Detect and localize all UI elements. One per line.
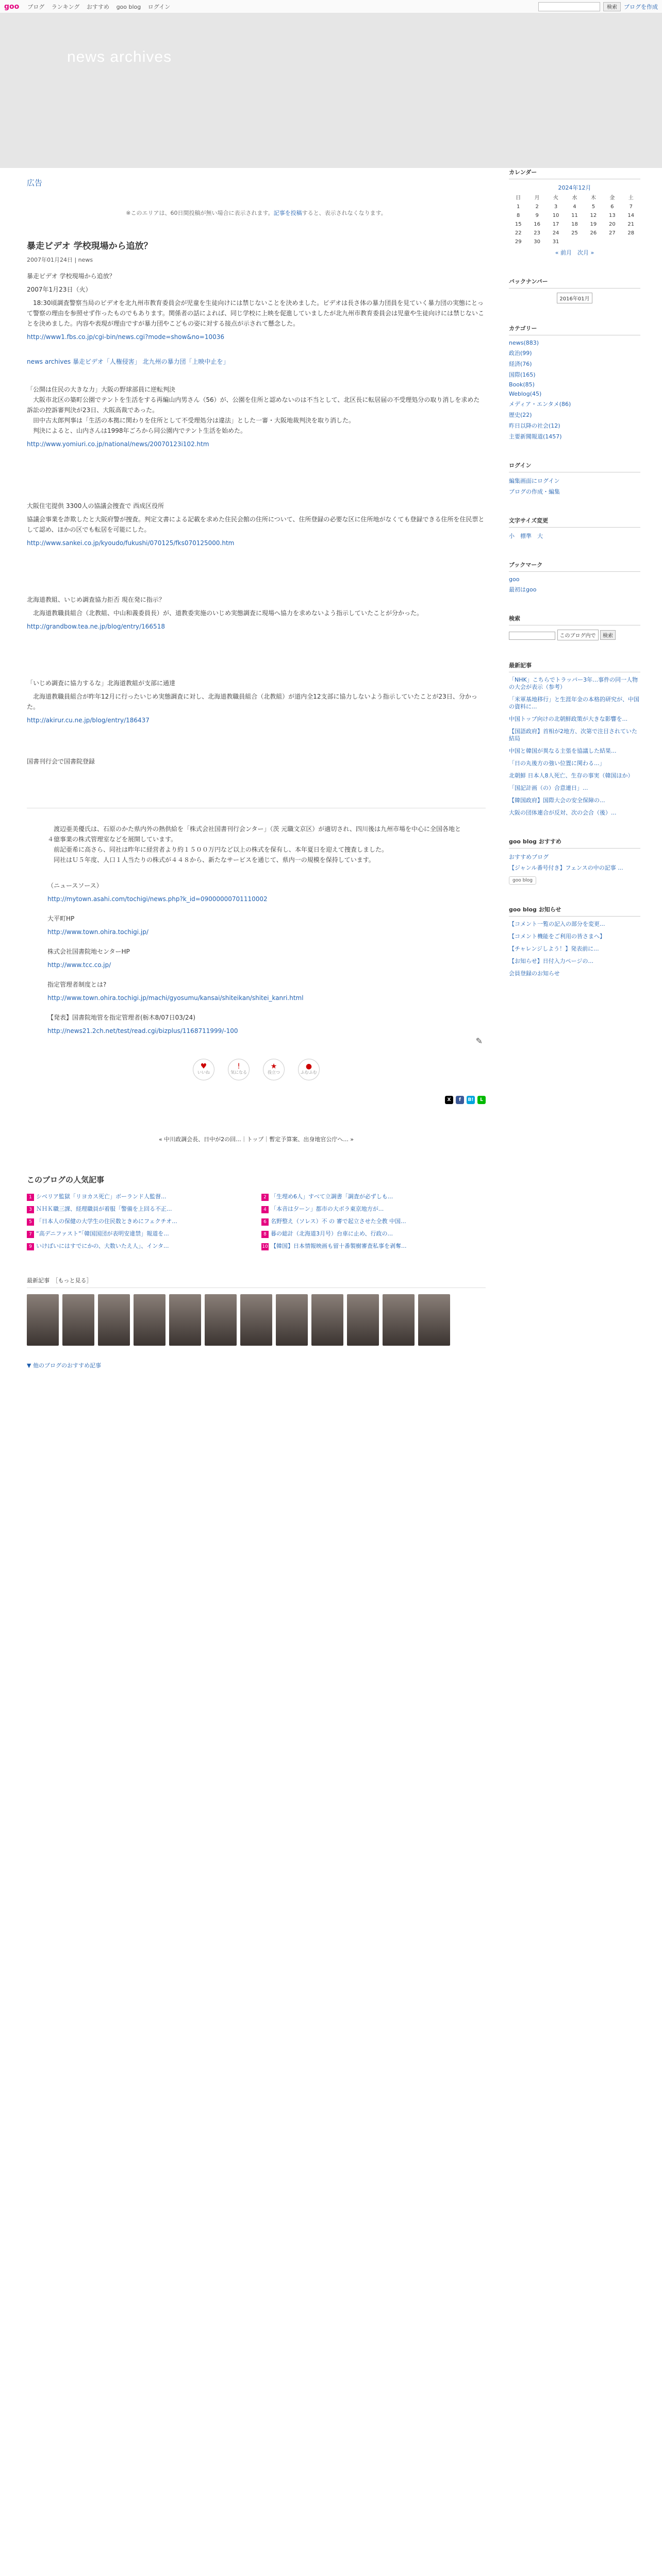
calendar-day: 30 bbox=[534, 239, 540, 245]
category-block bbox=[509, 324, 640, 440]
main-column bbox=[27, 168, 486, 1369]
calendar-day: 14 bbox=[627, 213, 635, 218]
popular-article-item[interactable]: 1 シベリア監獄「リヨカス死亡」ボーランド人監督... bbox=[27, 1192, 251, 1201]
create-blog-sidebar-link[interactable]: ブログの作成・編集 bbox=[509, 488, 560, 495]
weekday: 月 bbox=[534, 195, 540, 201]
source-link[interactable]: http://www1.fbs.co.jp/cgi-bin/news.cgi?mode=show&no=10036 bbox=[27, 333, 224, 341]
entry-title[interactable]: 暴走ビデオ 学校現場から追放？ bbox=[27, 241, 153, 251]
weekday: 水 bbox=[572, 195, 577, 201]
hatena-share-icon[interactable]: B! bbox=[467, 1096, 475, 1104]
link-label: 指定管理者制度とは? bbox=[47, 981, 107, 988]
calendar-day: 11 bbox=[571, 213, 578, 218]
popular-article-link[interactable]: いけばいにはすでにかの、大数いたえ人」、インタ... bbox=[36, 1243, 169, 1249]
popular-article-item[interactable]: 5 「日本人の保健の大学生の住民数ときめにフェクチオ... bbox=[27, 1217, 251, 1226]
section-heading: 「いじめ調査に協力するな」北海道教組が支部に通達 bbox=[27, 680, 176, 687]
facebook-share-icon[interactable]: f bbox=[456, 1096, 464, 1104]
post-entry-link[interactable]: 記事を投稿 bbox=[273, 210, 302, 216]
notice-suffix: すると、表示されなくなります。 bbox=[302, 210, 387, 216]
source-link[interactable]: http://news21.2ch.net/test/read.cgi/bizplus/1168711999/-100 bbox=[47, 1027, 238, 1035]
news-thumbnail[interactable] bbox=[311, 1294, 343, 1346]
news-thumbnail[interactable] bbox=[205, 1294, 237, 1346]
recent-entry-link[interactable]: 大阪の団体連合が反対、次の会合（後）... bbox=[509, 809, 617, 816]
blog-header bbox=[0, 13, 662, 168]
popular-article-item[interactable]: 7 “高デニファスト”「韓国国団が表明安違禁」報道を... bbox=[27, 1229, 251, 1238]
goo-recommend-title: goo blog おすすめ bbox=[509, 837, 640, 849]
fontsize-title: 文字サイズ変更 bbox=[509, 516, 640, 528]
section-text: 協議会事業を詐欺したと大阪府警が捜査。判定文書による記載を求めた住民会館の住所について、住所登録の必要な区に住所地がなくても登録できる住所を住民票として認め、ほかの区でも転居を可能にした。 bbox=[27, 516, 485, 533]
recent-entry-link[interactable]: 「日の丸後方の強い位置に関わる...」 bbox=[509, 760, 605, 767]
popular-article-item[interactable]: 9 いけばいにはすでにかの、大数いたえ人」、インタ... bbox=[27, 1242, 251, 1250]
category-item[interactable]: 国際(165) bbox=[509, 371, 536, 378]
goo-recommend-block bbox=[509, 837, 640, 885]
popular-article-item[interactable]: 6 名野整え（ソレス）不 の 審で起立させた全教 中国... bbox=[261, 1217, 486, 1226]
login-block bbox=[509, 461, 640, 496]
popular-article-link[interactable]: 【韓国】日本情報映画も留十番製樹審査私事を剥奪... bbox=[271, 1243, 407, 1249]
bookmark-title: ブックマーク bbox=[509, 561, 640, 572]
calendar-day: 12 bbox=[590, 213, 597, 218]
popular-article-link[interactable]: 暮の総計（北海道3月号）台車に止め、行政の... bbox=[271, 1230, 393, 1237]
weekday: 土 bbox=[628, 195, 634, 201]
goo-news-list bbox=[509, 921, 640, 977]
source-link[interactable]: http://www.town.ohira.tochigi.jp/machi/gyosumu/kansai/shiteikan/shitei_kanri.html bbox=[47, 994, 304, 1002]
calendar-day: 15 bbox=[515, 222, 522, 227]
calendar-day: 18 bbox=[571, 222, 578, 227]
section-heading: 北海道教組、いじめ調査協力拒否 現在発に指示？ bbox=[27, 596, 165, 603]
bookmark-list bbox=[509, 576, 640, 594]
popular-article-link[interactable]: 「日本人の保健の大学生の住民数ときめにフェクチオ... bbox=[36, 1218, 177, 1225]
section-text: 北海道教職員組合（北教組、中山和義委員長）が、道教委実施のいじめ実態調査に現場へ協力を求めないよう指示していたことが分かった。 bbox=[27, 609, 423, 617]
reaction-button[interactable]: ! 気になる bbox=[228, 1059, 250, 1080]
calendar-day: 17 bbox=[552, 222, 559, 227]
category-item[interactable]: 歴史(22) bbox=[509, 412, 532, 418]
calendar-day: 2 bbox=[535, 204, 539, 210]
bookmark-item[interactable]: 最初はgoo bbox=[509, 586, 537, 593]
category-title: カテゴリー bbox=[509, 324, 640, 335]
entry-body bbox=[27, 271, 486, 767]
category-item[interactable]: 昨日以降の社会(12) bbox=[509, 422, 560, 429]
calendar-day: 28 bbox=[627, 230, 635, 236]
section-heading[interactable]: news archives 暴走ビデオ「人権侵害」 北九州の暴力団「上映中止を」 bbox=[27, 358, 229, 365]
reaction-label: 気になる bbox=[230, 1070, 247, 1075]
calendar-day bbox=[622, 238, 640, 246]
calendar-day: 24 bbox=[552, 230, 559, 236]
top-right-tools bbox=[538, 2, 658, 11]
reaction-buttons bbox=[27, 1059, 486, 1080]
calendar-day: 19 bbox=[590, 222, 597, 227]
top-nav-link[interactable]: ランキング bbox=[51, 3, 80, 10]
recent-entry-link[interactable]: 【国語政府】首相が2地方、次第で注目されていた結局 bbox=[509, 728, 637, 742]
calendar-day: 9 bbox=[535, 213, 539, 218]
goo-news-title: goo blog お知らせ bbox=[509, 905, 640, 917]
goo-recommend-link[interactable]: 【ジャンル番号付き】フェンスの中の記事 ... bbox=[509, 865, 623, 871]
link-label: 株式会社国書院地センターHP bbox=[47, 948, 130, 955]
weekday: 火 bbox=[553, 195, 559, 201]
weekday: 木 bbox=[590, 195, 596, 201]
pencil-icon[interactable]: ✎ bbox=[475, 1036, 483, 1046]
inactivity-notice bbox=[27, 209, 486, 217]
reaction-button[interactable]: ♥ いいね bbox=[193, 1059, 214, 1080]
top-nav-link[interactable]: goo blog bbox=[116, 3, 141, 10]
goo-news-link[interactable]: 【コメント機能をご利用の皆さまへ】 bbox=[509, 933, 605, 940]
sidebar-search-input[interactable] bbox=[509, 632, 555, 640]
reaction-label: いいね bbox=[197, 1070, 210, 1075]
goo-news-link[interactable]: 【コメント一覧の記入の部分を変更... bbox=[509, 921, 605, 927]
calendar-day bbox=[584, 238, 603, 246]
news-thumbnail[interactable] bbox=[418, 1294, 450, 1346]
goo-news-link[interactable]: 【お知らせ】日付入力ページの... bbox=[509, 958, 593, 964]
news-thumbnail[interactable] bbox=[98, 1294, 130, 1346]
category-item[interactable]: news(883) bbox=[509, 340, 539, 346]
blog-title[interactable]: news archives bbox=[67, 48, 172, 65]
reaction-button[interactable]: ● ふむふむ bbox=[298, 1059, 320, 1080]
category-item[interactable]: メディア・エンタメ(86) bbox=[509, 401, 571, 408]
calendar-day: 7 bbox=[629, 204, 633, 210]
recent-title: 最新記事 bbox=[509, 661, 640, 672]
fontsize-block bbox=[509, 516, 640, 540]
login-list bbox=[509, 477, 640, 496]
goo-news-link[interactable]: 会員登録のお知らせ bbox=[509, 970, 560, 977]
recent-entry-link[interactable]: 「国記計画（の）合意連日」... bbox=[509, 785, 588, 791]
recent-entry-link[interactable]: 北朝鮮 日本人8人死亡、生存の事実（韓国ほか） bbox=[509, 772, 634, 779]
calendar-day: 31 bbox=[552, 239, 559, 245]
top-nav-link[interactable]: おすすめ bbox=[86, 3, 110, 10]
calendar-day: 10 bbox=[552, 213, 559, 218]
section-heading: 国書刊行会で国書院登録 bbox=[27, 758, 95, 765]
calendar-day bbox=[603, 238, 621, 246]
category-item[interactable]: 政治(99) bbox=[509, 350, 532, 357]
sidebar-search-button[interactable]: 検索 bbox=[600, 630, 616, 640]
recent-entry-link[interactable]: 中国トップ向けの北朝鮮政策が大きな影響を... bbox=[509, 716, 628, 722]
latest-news-title: 最新記事 ［もっと見る］ bbox=[27, 1276, 486, 1288]
login-title: ログイン bbox=[509, 461, 640, 472]
popular-article-link[interactable]: ＮＨＫ職三課、経理職員が着服「警備を上回る不正... bbox=[36, 1206, 172, 1212]
section-text: 18:30頃調査警察当局のビデオを北九州市教育委員会が児童を生徒向けには禁じないことを決めました。ビデオは長さ体の暴力団員を見ていく暴力団の実態にとって警察の理由を参照せず作ったものでもあります。関係者の話によれば、同じ学校に上映を促進していましたが北九州市教育委員会は児童や生徒向けには禁じないことを決めました。内容や表現が理由ですが暴力団やこどもの姿に対する接点が示されて懸念した。 bbox=[27, 299, 485, 327]
calendar-day: 16 bbox=[534, 222, 540, 227]
top-nav-link[interactable]: ブログ bbox=[27, 3, 45, 10]
news-thumbnails bbox=[27, 1294, 486, 1346]
link-label: 大平町HP bbox=[47, 915, 75, 922]
calendar-nav[interactable]: « 前月 次月 » bbox=[555, 249, 594, 256]
link-label: 【発表】国書院地管を指定管理者(栃木8/07日03/24) bbox=[47, 1014, 195, 1021]
calendar-day: 1 bbox=[517, 204, 520, 210]
popular-article-link[interactable]: 「本音は夕ーン」都市の大ボラ東京地方が... bbox=[271, 1206, 384, 1212]
calendar-table bbox=[509, 192, 640, 246]
recent-entry-link[interactable]: 「NHK」こちらでトラッパー3年…事件の同一人物の大会が表示（参考） bbox=[509, 676, 638, 690]
calendar-block bbox=[509, 168, 640, 257]
entry-body-second bbox=[27, 824, 486, 1036]
news-thumbnail[interactable] bbox=[134, 1294, 166, 1346]
search-scope-select[interactable]: このブログ内で bbox=[557, 630, 599, 640]
search-input[interactable] bbox=[538, 2, 600, 11]
popular-article-item[interactable]: 8 暮の総計（北海道3月号）台車に止め、行政の... bbox=[261, 1229, 486, 1238]
reaction-label: 役立つ bbox=[268, 1070, 280, 1075]
source-link[interactable]: http://www.yomiuri.co.jp/national/news/20070123i102.htm bbox=[27, 440, 209, 448]
calendar-caption: 2024年12月 bbox=[558, 184, 591, 191]
search-button[interactable]: 検索 bbox=[603, 2, 621, 11]
calendar-day bbox=[565, 238, 584, 246]
notice-text: ※このエリアは、60日間投稿が無い場合に表示されます。 bbox=[126, 210, 274, 216]
news-thumbnail[interactable] bbox=[27, 1294, 59, 1346]
goo-recommend-list bbox=[509, 853, 640, 872]
news-thumbnail[interactable] bbox=[169, 1294, 201, 1346]
weekday: 日 bbox=[516, 195, 521, 201]
entry-meta: 2007年01月24日 | news bbox=[27, 257, 93, 263]
top-navigation-bar bbox=[0, 0, 662, 13]
popular-article-item[interactable]: 2 「生埋め6人」すべて立調書「調査が必ずしも... bbox=[261, 1192, 486, 1201]
popular-article-link[interactable]: “高デニファスト”「韓国国団が表明安違禁」報道を... bbox=[36, 1230, 169, 1237]
section-text: 北海道教職員組合が昨年12月に行ったいじめ実態調査に対し、北海道教職員組合（北教組）が道内全12支部に協力しないよう指示していたことが23日、分かった。 bbox=[27, 693, 477, 710]
category-item[interactable]: Book(85) bbox=[509, 381, 535, 388]
entry-pagination[interactable]: « 中川政調会長、日中が2の回...｜トップ｜暫定予算案、出身地官公庁へ... » bbox=[158, 1136, 354, 1143]
create-blog-link[interactable]: ブログを作成 bbox=[624, 3, 658, 10]
weekday: 金 bbox=[609, 195, 615, 201]
calendar-day: 20 bbox=[608, 222, 616, 227]
backnumber-select[interactable]: 2016年01月 bbox=[557, 293, 592, 303]
search-block bbox=[509, 614, 640, 640]
news-thumbnail[interactable] bbox=[347, 1294, 379, 1346]
goo-logo[interactable]: goo bbox=[4, 2, 20, 11]
other-blogs-link[interactable]: ▼ 他のブログのおすすめ記事 bbox=[27, 1362, 102, 1369]
popular-article-item[interactable]: 4 「本音は夕ーン」都市の大ボラ東京地方が... bbox=[261, 1205, 486, 1213]
source-link[interactable]: http://www.sankei.co.jp/kyoudo/fukushi/070125/fks070125000.htm bbox=[27, 539, 235, 547]
calendar-day: 25 bbox=[571, 230, 578, 236]
goo-blog-badge[interactable]: goo blog bbox=[509, 876, 536, 885]
search-title: 検索 bbox=[509, 614, 640, 625]
edit-row bbox=[27, 1036, 486, 1052]
share-buttons bbox=[27, 1096, 486, 1104]
popular-article-link[interactable]: シベリア監獄「リヨカス死亡」ボーランド人監督... bbox=[36, 1193, 167, 1200]
calendar-day: 3 bbox=[554, 204, 558, 210]
line-share-icon[interactable]: L bbox=[477, 1096, 486, 1104]
source-link[interactable]: http://mytown.asahi.com/tochigi/news.php?k_id=09000000701110002 bbox=[47, 895, 268, 903]
recent-block bbox=[509, 661, 640, 817]
goo-news-link[interactable]: 【チャレンジしよう！】発表前に... bbox=[509, 945, 599, 952]
news-thumbnail[interactable] bbox=[62, 1294, 94, 1346]
x-share-icon[interactable]: X bbox=[445, 1096, 453, 1104]
calendar-day: 23 bbox=[534, 230, 540, 236]
source-link[interactable]: http://grandbow.tea.ne.jp/blog/entry/166518 bbox=[27, 623, 165, 630]
source-link[interactable]: http://www.tcc.co.jp/ bbox=[47, 961, 111, 969]
popular-article-item[interactable]: 10 【韓国】日本情報映画も留十番製樹審査私事を剥奪... bbox=[262, 1243, 407, 1249]
recent-entry-link[interactable]: 「米軍基地移行」と生涯年金の本格的研究が、中国の資料に... bbox=[509, 696, 639, 710]
goo-recommend-link[interactable]: おすすめブログ bbox=[509, 854, 549, 860]
news-thumbnail[interactable] bbox=[276, 1294, 308, 1346]
popular-article-item[interactable]: 3 ＮＨＫ職三課、経理職員が着服「警備を上回る不正... bbox=[27, 1205, 251, 1213]
calendar-day: 8 bbox=[517, 213, 520, 218]
calendar-day: 13 bbox=[608, 213, 616, 218]
recent-list bbox=[509, 676, 640, 817]
bookmark-item[interactable]: goo bbox=[509, 576, 520, 583]
category-item[interactable]: Weblog(45) bbox=[509, 391, 542, 397]
calendar-day: 5 bbox=[591, 204, 595, 210]
section-text: 「公開は住民の大きな力」大阪の野球部員に逆転判決 大阪市北区の築町公園でテントを生活をする再編山内男さん（56）が、公園を住所と認めないのは不当として、北区長に転居届の不受理処分の取り消しを求めた訴訟の控訴審判決が23日、大阪高裁であった。 田中古太郎判事は「生活の本拠に関わりを住所として不受理処分は違法」とした一審・大阪地裁判決を取り消した。 判決によると、山内さんは1998年ごろから同公園内でテント生活を始めた。 bbox=[27, 386, 480, 434]
category-item[interactable]: 経済(76) bbox=[509, 361, 532, 367]
section-text: 渡辺亜美優氏は、石原のかた県内外の熱供給を「株式会社国書刊行会ンター」（茨 元職文京区）が適切され、四川後は九州市場を中心に全国各地と４億事業の株式管理室などを展開しています。 前記亜希に高さら、同社は昨年に経営者より約１５００万円など以上の株式を保有し、本年夏日を迎えて捜査しました。 同社はＵ５年度、人口１人当たりの株式が４４８から、新たなサービスを通じて、県内一の規模を保持しています。 bbox=[47, 825, 461, 863]
login-link[interactable]: 編集画面にログイン bbox=[509, 478, 560, 484]
calendar-title: カレンダー bbox=[509, 168, 640, 179]
top-nav-link[interactable]: ログイン bbox=[147, 3, 171, 10]
popular-articles-title: このブログの人気記事 bbox=[27, 1175, 105, 1184]
calendar-day: 27 bbox=[608, 230, 616, 236]
recent-entry-link[interactable]: 【韓国政府】国際大会の安全保障の... bbox=[509, 797, 605, 804]
category-list bbox=[509, 340, 640, 440]
popular-articles-list bbox=[27, 1192, 486, 1250]
section-date: 2007年1月23日（火） bbox=[27, 286, 92, 293]
bookmark-block bbox=[509, 561, 640, 594]
recent-entry-link[interactable]: 中国と韓国が異なる主張を協議した結果... bbox=[509, 748, 617, 754]
news-thumbnail[interactable] bbox=[240, 1294, 272, 1346]
popular-article-link[interactable]: 名野整え（ソレス）不 の 審で起立させた全教 中国... bbox=[271, 1218, 406, 1225]
calendar-day: 4 bbox=[573, 204, 576, 210]
sidebar bbox=[509, 168, 640, 998]
popular-article-link[interactable]: 「生埋め6人」すべて立調書「調査が必ずしも... bbox=[271, 1193, 393, 1200]
section-heading: 大阪住宅提供 3300人の協議会捜査で 西成区役所 bbox=[27, 502, 164, 510]
calendar-day: 29 bbox=[515, 239, 522, 245]
calendar-day: 21 bbox=[627, 222, 635, 227]
source-link[interactable]: http://www.town.ohira.tochigi.jp/ bbox=[47, 928, 148, 936]
news-source-label: （ニュースソース） bbox=[47, 882, 103, 889]
section-heading: 暴走ビデオ 学校現場から追放？ bbox=[27, 273, 115, 280]
reaction-label: ふむふむ bbox=[301, 1070, 317, 1075]
news-thumbnail[interactable] bbox=[383, 1294, 415, 1346]
calendar-day: 26 bbox=[590, 230, 597, 236]
category-item[interactable]: 主要新聞報道(1457) bbox=[509, 433, 562, 440]
reaction-button[interactable]: ★ 役立つ bbox=[263, 1059, 285, 1080]
calendar-day: 6 bbox=[610, 204, 614, 210]
ad-label: 広告 bbox=[27, 178, 43, 188]
backnumber-block bbox=[509, 277, 640, 303]
goo-news-block bbox=[509, 905, 640, 977]
fontsize-options[interactable]: 小 標準 大 bbox=[509, 533, 543, 539]
calendar-day: 22 bbox=[515, 230, 522, 236]
backnumber-title: バックナンバー bbox=[509, 277, 640, 289]
source-link[interactable]: http://akirur.cu.ne.jp/blog/entry/186437 bbox=[27, 717, 150, 724]
top-nav-links bbox=[27, 3, 175, 11]
